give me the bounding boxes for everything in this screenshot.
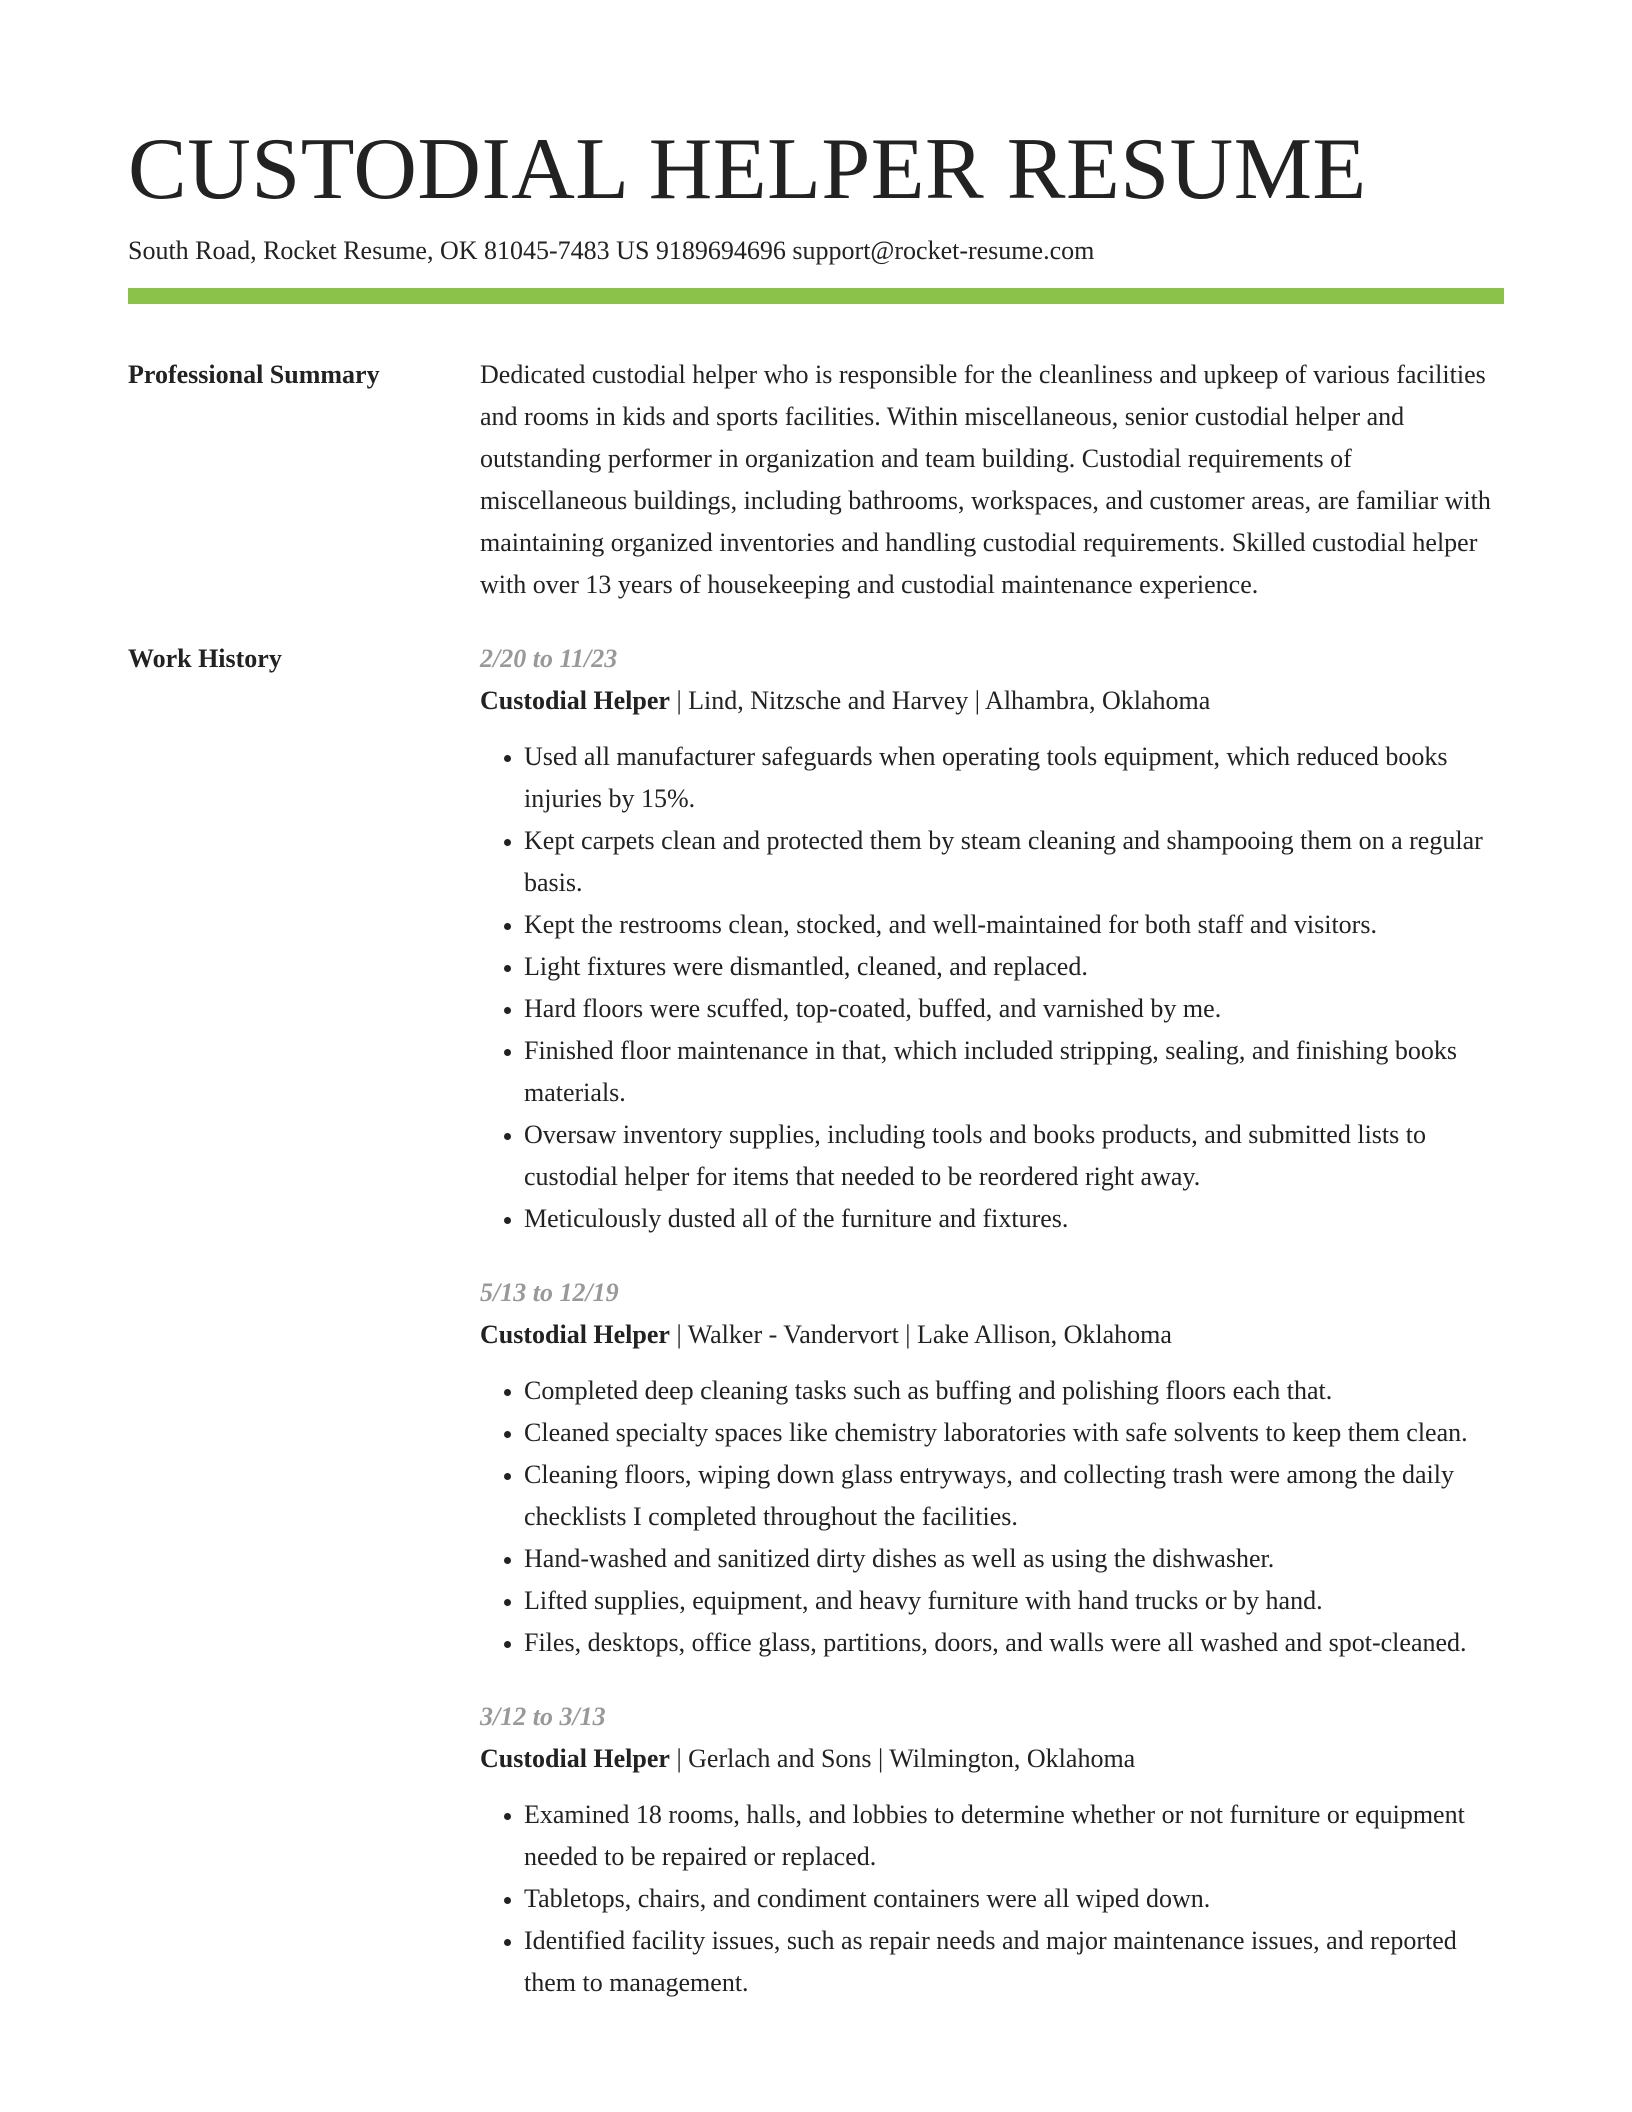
job-bullets — [480, 736, 1504, 1240]
job-bullet: • Cleaned specialty spaces like chemistry laboratories with safe solvents to keep them clean. — [524, 1412, 1504, 1454]
resume-page — [128, 118, 1504, 2004]
job-entry — [480, 1272, 1504, 1664]
job-entry — [480, 1696, 1504, 2004]
job-bullet: • Files, desktops, office glass, partitions, doors, and walls were all washed and spot-cleaned. — [524, 1622, 1504, 1664]
section-label-work: Work History — [128, 644, 282, 673]
work-history-section — [128, 638, 1504, 2004]
job-bullet: • Oversaw inventory supplies, including tools and books products, and submitted lists to custodial helper for items that needed to be reordered right away. — [524, 1114, 1504, 1198]
job-bullet: • Lifted supplies, equipment, and heavy furniture with hand trucks or by hand. — [524, 1580, 1504, 1622]
job-entry — [480, 638, 1504, 1240]
job-details: | Gerlach and Sons | Wilmington, Oklahoma — [669, 1744, 1136, 1773]
contact-line — [128, 234, 1504, 268]
resume-title: CUSTODIAL HELPER RESUME — [128, 121, 1367, 218]
job-bullet: • Kept the restrooms clean, stocked, and well-maintained for both staff and visitors. — [524, 904, 1504, 946]
job-title-line — [480, 1738, 1504, 1780]
job-bullet: • Tabletops, chairs, and condiment containers were all wiped down. — [524, 1878, 1504, 1920]
job-details: | Lind, Nitzsche and Harvey | Alhambra, Oklahoma — [669, 686, 1211, 715]
job-bullet: • Light fixtures were dismantled, cleaned, and replaced. — [524, 946, 1504, 988]
contact-phone: 9189694696 — [655, 236, 786, 265]
job-bullets — [480, 1370, 1504, 1664]
professional-summary-section — [128, 354, 1504, 606]
job-bullet: • Used all manufacturer safeguards when operating tools equipment, which reduced books injuries by 15%. — [524, 736, 1504, 820]
job-bullet: • Finished floor maintenance in that, which included stripping, sealing, and finishing books materials. — [524, 1030, 1504, 1114]
job-bullet: • Identified facility issues, such as repair needs and major maintenance issues, and reported them to management. — [524, 1920, 1504, 2004]
contact-address: South Road, Rocket Resume, OK 81045-7483 US — [128, 236, 650, 265]
work-body — [480, 638, 1504, 2004]
job-dates: 2/20 to 11/23 — [480, 644, 618, 673]
job-role: Custodial Helper — [480, 1744, 670, 1773]
job-bullet: • Hard floors were scuffed, top-coated, buffed, and varnished by me. — [524, 988, 1504, 1030]
section-label-summary: Professional Summary — [128, 360, 380, 389]
job-bullet: • Cleaning floors, wiping down glass entryways, and collecting trash were among the daily checklists I completed throughout the facilities. — [524, 1454, 1504, 1538]
job-details: | Walker - Vandervort | Lake Allison, Oklahoma — [669, 1320, 1172, 1349]
job-bullet: • Hand-washed and sanitized dirty dishes as well as using the dishwasher. — [524, 1538, 1504, 1580]
job-role: Custodial Helper — [480, 686, 670, 715]
job-title-line — [480, 1314, 1504, 1356]
job-bullet: • Kept carpets clean and protected them by steam cleaning and shampooing them on a regular basis. — [524, 820, 1504, 904]
summary-text: Dedicated custodial helper who is responsible for the cleanliness and upkeep of various facilities and rooms in kids and sports facilities. Within miscellaneous, senior custodial helper and outstanding performer in organization and team building. Custodial requirements of miscellaneous buildings, including bathrooms, workspaces, and customer areas, are familiar with maintaining organized inventories and handling custodial requirements. Skilled custodial helper with over 13 years of housekeeping and custodial maintenance experience. — [480, 360, 1491, 599]
job-dates: 3/12 to 3/13 — [480, 1702, 606, 1731]
job-bullet: • Completed deep cleaning tasks such as buffing and polishing floors each that. — [524, 1370, 1504, 1412]
contact-email: support@rocket-resume.com — [792, 236, 1095, 265]
job-bullet: • Examined 18 rooms, halls, and lobbies to determine whether or not furniture or equipment needed to be repaired or replaced. — [524, 1794, 1504, 1878]
job-dates: 5/13 to 12/19 — [480, 1278, 619, 1307]
job-role: Custodial Helper — [480, 1320, 670, 1349]
job-title-line — [480, 680, 1504, 722]
header-divider — [128, 288, 1504, 304]
job-bullet: • Meticulously dusted all of the furniture and fixtures. — [524, 1198, 1504, 1240]
job-bullets — [480, 1794, 1504, 2004]
summary-body — [480, 354, 1504, 606]
